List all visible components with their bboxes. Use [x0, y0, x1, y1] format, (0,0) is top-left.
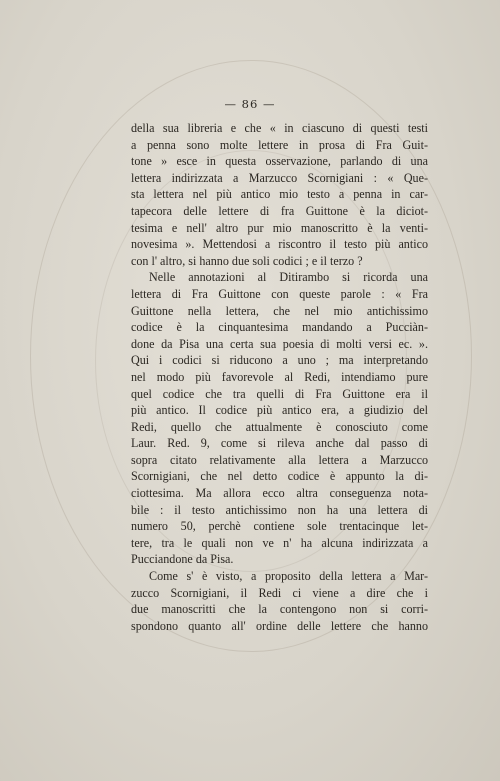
text-line: due manoscritti che la contengono non si corri-: [131, 602, 428, 617]
text-line: Nelle annotazioni al Ditirambo si ricorda una: [149, 270, 428, 285]
text-line: Laur. Red. 9, come si rileva anche dal passo di: [131, 436, 428, 451]
body-text: [131, 120, 428, 634]
text-line: Scornigiani, che nel detto codice è appunto la di-: [131, 469, 428, 484]
text-line: spondono quanto all' ordine delle lettere che hanno: [131, 618, 428, 633]
text-line: tapecora delle lettere di fra Guittone è la diciot-: [131, 203, 428, 218]
text-line: tone » esce in questa osservazione, parlando di una: [131, 154, 428, 169]
text-line: della sua libreria e che « in ciascuno di questi testi: [131, 121, 428, 135]
text-line: Redi, quello che attualmente è conosciuto come: [131, 419, 428, 434]
text-line: bile : il testo antichissimo non ha una lettera di: [131, 502, 428, 517]
text-line: sopra citato relativamente alla lettera a Marzucco: [131, 452, 428, 467]
text-line: Guittone nella lettera, che nel mio antichissimo: [131, 303, 428, 318]
text-line: Qui i codici si riducono a uno ; ma interpretando: [131, 353, 428, 368]
text-line: Pucciandone da Pisa.: [131, 552, 234, 567]
text-line: con l' altro, si hanno due soli codici ; e il terzo ?: [131, 253, 363, 268]
text-line: numero 50, perchè contiene sole trentacinque let-: [131, 519, 428, 534]
text-line: quel codice che tra quelli di Fra Guittone era il: [131, 386, 428, 401]
text-line: nel modo più favorevole al Redi, intendiamo pure: [131, 369, 428, 384]
text-line: codice è la cinquantesima mandando a Pucciàn-: [131, 320, 428, 335]
page-number: — 86 —: [224, 97, 276, 111]
text-line: ciottesima. Ma allora ecco altra conseguenza nota-: [131, 486, 428, 501]
text-line: Come s' è visto, a proposito della lettera a Mar-: [149, 569, 428, 584]
text-line: lettera indirizzata a Marzucco Scornigiani : « Que-: [131, 170, 428, 185]
text-line: tesima e nell' altro pur mio manoscritto è la venti-: [131, 220, 428, 235]
text-line: zucco Scornigiani, il Redi ci viene a dire che i: [131, 585, 428, 600]
text-line: più antico. Il codice più antico era, a giudizio del: [131, 403, 428, 418]
text-line: novesima ». Mettendosi a riscontro il testo più antico: [131, 237, 428, 252]
text-line: sta lettera nel più antico mio testo a penna in car-: [131, 187, 428, 202]
text-line: a penna sono molte lettere in prosa di Fra Guit-: [131, 137, 428, 152]
text-line: lettera di Fra Guittone con queste parole : « Fra: [131, 286, 428, 301]
text-line: done da Pisa una certa sua poesia di molti versi ec. ».: [131, 336, 428, 351]
text-line: tere, tra le quali non ve n' ha alcuna indirizzata a: [131, 535, 428, 550]
